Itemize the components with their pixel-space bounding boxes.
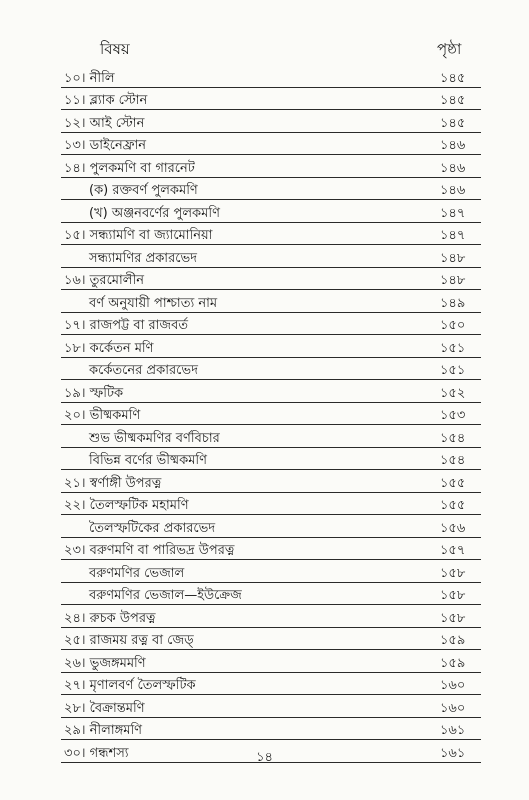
page-number: ১৪ [256,750,273,765]
toc-entry-page: ১৫৪ [440,453,466,468]
toc-entry [0,584,529,607]
toc-entry-page: ১৫৮ [440,588,466,603]
toc-entry [0,516,529,539]
toc-entry-title: ১৯। স্ফটিক [64,385,124,401]
table-of-contents [0,66,529,764]
toc-entry [0,674,529,697]
row-divider [61,672,481,673]
toc-entry-page: ১৪৯ [440,295,466,311]
toc-entry-title: ১৭। রাজপট্ট বা রাজবর্ত [64,318,189,333]
subject-column-heading: বিষয় [100,40,130,58]
toc-entry-page: ১৫৭ [440,543,466,558]
toc-entry-title: ২৬। ভুজঙ্গমমণি [64,655,146,671]
toc-entry [0,404,529,427]
toc-entry-title: ৩০। গন্ধশস্য [64,745,129,761]
row-divider [61,649,481,650]
toc-entry-title: ২৩। বরুণমণি বা পারিভদ্র উপরত্ন [64,543,235,558]
row-divider [61,694,481,695]
row-divider [61,312,481,313]
toc-header [0,38,529,62]
toc-entry [0,539,529,562]
row-divider [61,289,481,290]
row-divider [61,334,481,335]
toc-entry-title: তৈলস্ফটিকের প্রকারভেদ [89,520,216,536]
row-divider [61,132,481,133]
toc-entry-page: ১৫৮ [440,610,466,626]
toc-entry [0,224,529,247]
page-column-heading: পৃষ্ঠা [437,40,462,58]
toc-entry [0,156,529,179]
toc-entry [0,606,529,629]
toc-entry-page: ১৪৫ [440,115,466,131]
toc-entry-title: ২০। ভীষ্মকমণি [64,408,141,423]
row-divider [61,222,481,223]
toc-entry-page: ১৪৬ [440,160,466,176]
toc-entry-page: ১৫৯ [440,633,466,648]
toc-entry-title: ১১। ব্ল্যাক স্টোন [64,93,148,108]
toc-entry-page: ১৬১ [440,723,466,738]
row-divider [61,447,481,448]
toc-entry [0,494,529,517]
toc-entry [0,66,529,89]
row-divider [61,537,481,538]
row-divider [61,582,481,583]
toc-entry [0,381,529,404]
toc-entry-page: ১৪৭ [440,205,466,221]
toc-entry [0,269,529,292]
row-divider [61,604,481,605]
row-divider [61,379,481,380]
toc-entry-title: কর্কেতনের প্রকারভেদ [89,363,198,378]
toc-entry-page: ১৪৫ [440,70,466,86]
toc-entry-page: ১৪৬ [440,183,466,198]
toc-entry-page: ১৫৪ [440,430,466,446]
row-divider [61,492,481,493]
toc-entry [0,134,529,157]
toc-entry-title: ২৮। বৈক্রান্তমণি [64,700,145,716]
row-divider [61,244,481,245]
row-divider [61,199,481,200]
row-divider [61,424,481,425]
toc-entry-page: ১৫৬ [440,520,466,536]
toc-entry-page: ১৪৭ [440,228,466,243]
toc-entry-page: ১৫১ [440,340,466,356]
toc-entry-title: ১৮। কর্কেতন মণি [64,340,154,356]
toc-entry-title: বিভিন্ন বর্ণের ভীষ্মকমণি [89,453,208,468]
toc-entry-title: (ক) রক্তবর্ণ পুলকমণি [89,183,198,198]
toc-entry-title: ২৫। রাজময় রত্ন বা জেড্ [64,633,194,648]
toc-entry-page: ১৪৮ [440,273,466,288]
toc-entry [0,201,529,224]
toc-entry [0,696,529,719]
toc-entry [0,336,529,359]
toc-entry [0,471,529,494]
toc-entry-title: ১৫। সন্ধ্যামণি বা জ্যামোনিয়া [64,228,213,243]
toc-entry-page: ১৫৯ [440,655,466,671]
row-divider [61,154,481,155]
toc-entry-page: ১৬০ [440,700,466,716]
toc-entry-title: ২১। স্বর্ণাঙ্গী উপরত্ন [64,475,162,491]
row-divider [61,267,481,268]
toc-entry-title: ১৩। ডাইনেফ্রান [64,138,147,153]
toc-entry-page: ১৫৫ [440,475,466,491]
toc-entry-title: বরুণমণির ভেজাল—ইউক্রেজ [89,588,242,603]
row-divider [61,402,481,403]
toc-entry [0,291,529,314]
toc-entry [0,449,529,472]
toc-entry-title: সন্ধ্যামণির প্রকারভেদ [89,250,197,266]
row-divider [61,177,481,178]
toc-entry-title: ১২। আই স্টোন [64,115,145,131]
toc-entry-page: ১৫৮ [440,565,466,581]
toc-entry-title: ১৪। পুলকমণি বা গারনেট [64,160,195,176]
row-divider [61,357,481,358]
toc-entry-title: বরুণমণির ভেজাল [89,565,185,581]
toc-entry-title: বর্ণ অনুযায়ী পাশ্চাত্য নাম [89,295,218,311]
row-divider [61,739,481,740]
toc-entry [0,246,529,269]
toc-entry [0,561,529,584]
toc-entry-page: ১৫০ [440,318,466,333]
toc-entry [0,89,529,112]
toc-entry [0,426,529,449]
toc-entry-page: ১৪৫ [440,93,466,108]
toc-entry [0,651,529,674]
row-divider [61,514,481,515]
toc-entry-title: ২৭। মৃণালবর্ণ তৈলস্ফটিক [64,678,196,693]
toc-entry-page: ১৬১ [440,745,466,761]
toc-entry-page: ১৪৬ [440,138,466,153]
toc-entry-page: ১৫১ [440,363,466,378]
toc-entry-page: ১৫৩ [440,408,466,423]
row-divider [61,109,481,110]
toc-entry-title: ১০। নীলি [64,70,115,86]
toc-entry [0,314,529,337]
toc-entry-page: ১৫৫ [440,498,466,513]
toc-entry-title: ২২। তৈলস্ফটিক মহামণি [64,498,189,513]
row-divider [61,717,481,718]
row-divider [61,627,481,628]
toc-entry-title: শুভ ভীষ্মকমণির বর্ণবিচার [89,430,220,446]
toc-entry-page: ১৪৮ [440,250,466,266]
toc-entry [0,111,529,134]
toc-entry-title: ২৯। নীলাঙ্গমণি [64,723,143,738]
row-divider [61,87,481,88]
toc-entry-title: ১৬। তুরমোলীন [64,273,144,288]
toc-entry-page: ১৬০ [440,678,466,693]
toc-entry [0,179,529,202]
row-divider [61,559,481,560]
toc-entry [0,359,529,382]
toc-entry-title: (খ) অঞ্জনবর্ণের পুলকমণি [89,205,220,221]
toc-entry-title: ২৪। রুচক উপরত্ন [64,610,156,626]
row-divider [61,469,481,470]
toc-entry [0,629,529,652]
toc-entry-page: ১৫২ [440,385,466,401]
toc-entry [0,719,529,742]
